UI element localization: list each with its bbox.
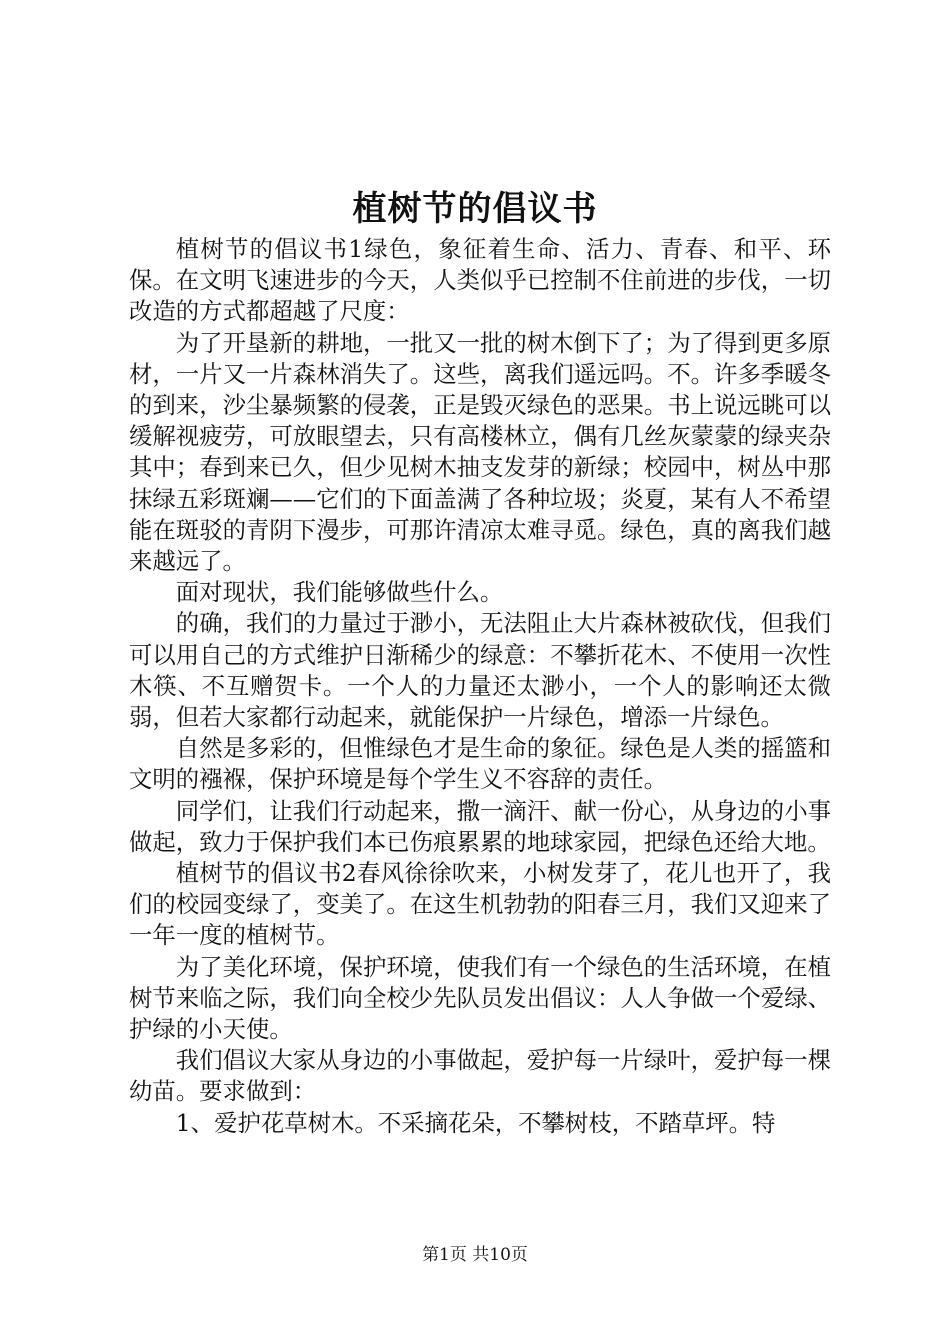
paragraph: 同学们，让我们行动起来，撒一滴汗、献一份心，从身边的小事做起，致力于保护我们本已伤痕累累的地球家园，把绿色还给大地。 <box>129 796 831 856</box>
paragraph: 的确，我们的力量过于渺小，无法阻止大片森林被砍伐，但我们可以用自己的方式维护日渐稀少的绿意：不攀折花木、不使用一次性木筷、不互赠贺卡。一个人的力量还太渺小，一个人的影响还太微弱，但若大家都行动起来，就能保护一片绿色，增添一片绿色。 <box>129 609 831 732</box>
paragraph: 我们倡议大家从身边的小事做起，爱护每一片绿叶，爱护每一棵幼苗。要求做到： <box>129 1046 831 1106</box>
paragraph: 为了美化环境，保护环境，使我们有一个绿色的生活环境，在植树节来临之际，我们向全校少先队员发出倡议：人人争做一个爱绿、护绿的小天使。 <box>129 952 831 1044</box>
page-indicator: 第1页 共10页 <box>422 1245 528 1265</box>
document-body <box>129 234 831 1139</box>
paragraph: 自然是多彩的，但惟绿色才是生命的象征。绿色是人类的摇篮和文明的襁褓，保护环境是每个学生义不容辞的责任。 <box>129 734 831 794</box>
paragraph: 为了开垦新的耕地，一批又一批的树木倒下了；为了得到更多原材，一片又一片森林消失了。这些，离我们遥远吗。不。许多季暖冬的到来，沙尘暴频繁的侵袭，正是毁灭绿色的恶果。书上说远眺可以缓解视疲劳，可放眼望去，只有高楼林立，偶有几丝灰蒙蒙的绿夹杂其中；春到来已久，但少见树木抽支发芽的新绿；校园中，树丛中那抹绿五彩斑斓——它们的下面盖满了各种垃圾；炎夏，某有人不希望能在斑驳的青阴下漫步，可那许清凉太难寻觅。绿色，真的离我们越来越远了。 <box>129 328 831 576</box>
paragraph: 面对现状，我们能够做些什么。 <box>175 578 504 607</box>
document-title: 植树节的倡议书 <box>352 189 598 229</box>
paragraph: 1、爱护花草树木。不采摘花朵，不攀树枝，不踏草坪。特 <box>175 1108 776 1137</box>
paragraph: 植树节的倡议书2春风徐徐吹来，小树发芽了，花儿也开了，我们的校园变绿了，变美了。在这生机勃勃的阳春三月，我们又迎来了一年一度的植树节。 <box>129 859 831 950</box>
paragraph: 植树节的倡议书1绿色，象征着生命、活力、青春、和平、环保。在文明飞速进步的今天，人类似乎已控制不住前进的步伐，一切改造的方式都超越了尺度： <box>129 235 831 326</box>
